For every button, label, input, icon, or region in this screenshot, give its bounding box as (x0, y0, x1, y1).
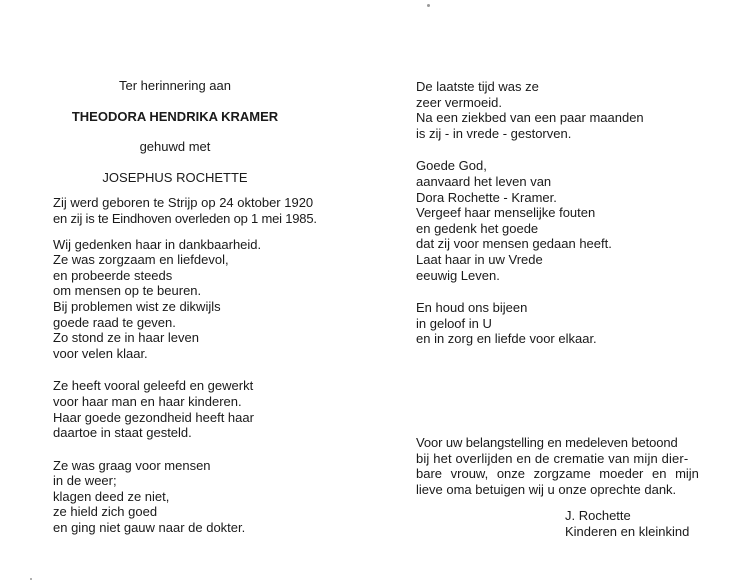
text-line: Voor uw belangstelling en medeleven betoond (416, 434, 678, 450)
text-line: eeuwig Leven. (416, 267, 500, 283)
deceased-name: THEODORA HENDRIKA KRAMER (71, 108, 279, 124)
text-line: klagen deed ze niet, (53, 488, 170, 504)
text-line: Na een ziekbed van een paar maanden (416, 110, 644, 126)
text-line: voor velen klaar. (53, 345, 148, 361)
text-line: en in zorg en liefde voor elkaar. (416, 331, 597, 347)
signature-block (565, 508, 689, 539)
right-paragraph-2 (416, 158, 716, 283)
birth-line: Zij werd geboren te Strijp op 24 oktober 1920 (53, 195, 314, 211)
text-line: Goede God, (416, 158, 487, 174)
thanks-block (416, 435, 712, 497)
text-line: Ze was graag voor mensen (53, 457, 211, 473)
intro-text: Ter herinnering aan (118, 78, 232, 93)
right-paragraph-1 (416, 79, 716, 141)
signature-family: Kinderen en kleinkind (565, 523, 690, 539)
header-block (53, 78, 297, 185)
text-line: daartoe in staat gesteld. (53, 425, 192, 441)
text-line: Zo stond ze in haar leven (53, 330, 199, 346)
left-paragraph-1 (53, 237, 353, 362)
text-line: Bij problemen wist ze dikwijls (53, 298, 221, 314)
left-paragraph-3 (53, 458, 353, 536)
text-line: en ging niet gauw naar de dokter. (53, 520, 246, 536)
scan-speck (30, 578, 32, 580)
right-column (416, 79, 716, 497)
text-line: bare vrouw, onze zorgzame moeder en mijn (416, 466, 699, 482)
text-line: lieve oma betuigen wij u onze oprechte dank. (416, 481, 677, 497)
text-line: Dora Rochette - Kramer. (416, 189, 557, 205)
text-line: De laatste tijd was ze (416, 79, 539, 94)
text-line: en probeerde steeds (53, 267, 173, 283)
signature-name: J. Rochette (565, 508, 631, 523)
spouse-name: JOSEPHUS ROCHETTE (102, 169, 248, 185)
text-line: in de weer; (53, 473, 117, 489)
text-line: in geloof in U (416, 315, 492, 331)
text-line: Wij gedenken haar in dankbaarheid. (53, 236, 262, 252)
text-line: voor haar man en haar kinderen. (53, 393, 242, 409)
text-line: dat zij voor mensen gedaan heeft. (416, 236, 612, 252)
married-text: gehuwd met (139, 139, 211, 155)
text-line: Laat haar in uw Vrede (416, 251, 543, 267)
text-line: bij het overlijden en de crematie van mijn dier- (416, 450, 689, 466)
left-paragraph-2 (53, 378, 353, 440)
text-line: aanvaard het leven van (416, 173, 552, 189)
text-line: Ze was zorgzaam en liefdevol, (53, 252, 229, 268)
text-line: goede raad te geven. (53, 314, 176, 330)
text-line: zeer vermoeid. (416, 94, 502, 110)
text-line: En houd ons bijeen (416, 300, 528, 316)
text-line: en gedenk het goede (416, 220, 539, 236)
text-line: is zij - in vrede - gestorven. (416, 125, 572, 141)
text-line: ze hield zich goed (53, 504, 158, 520)
text-line: om mensen op te beuren. (53, 283, 202, 299)
text-line: Ze heeft vooral geleefd en gewerkt (53, 378, 254, 394)
text-line: Vergeef haar menselijke fouten (416, 205, 596, 221)
text-line: Haar goede gezondheid heeft haar (53, 409, 254, 425)
left-column (53, 78, 353, 536)
scan-speck (427, 4, 430, 7)
birth-death-block (53, 195, 353, 226)
death-line: en zij is te Eindhoven overleden op 1 mei 1985. (53, 210, 317, 226)
right-paragraph-3 (416, 300, 716, 347)
